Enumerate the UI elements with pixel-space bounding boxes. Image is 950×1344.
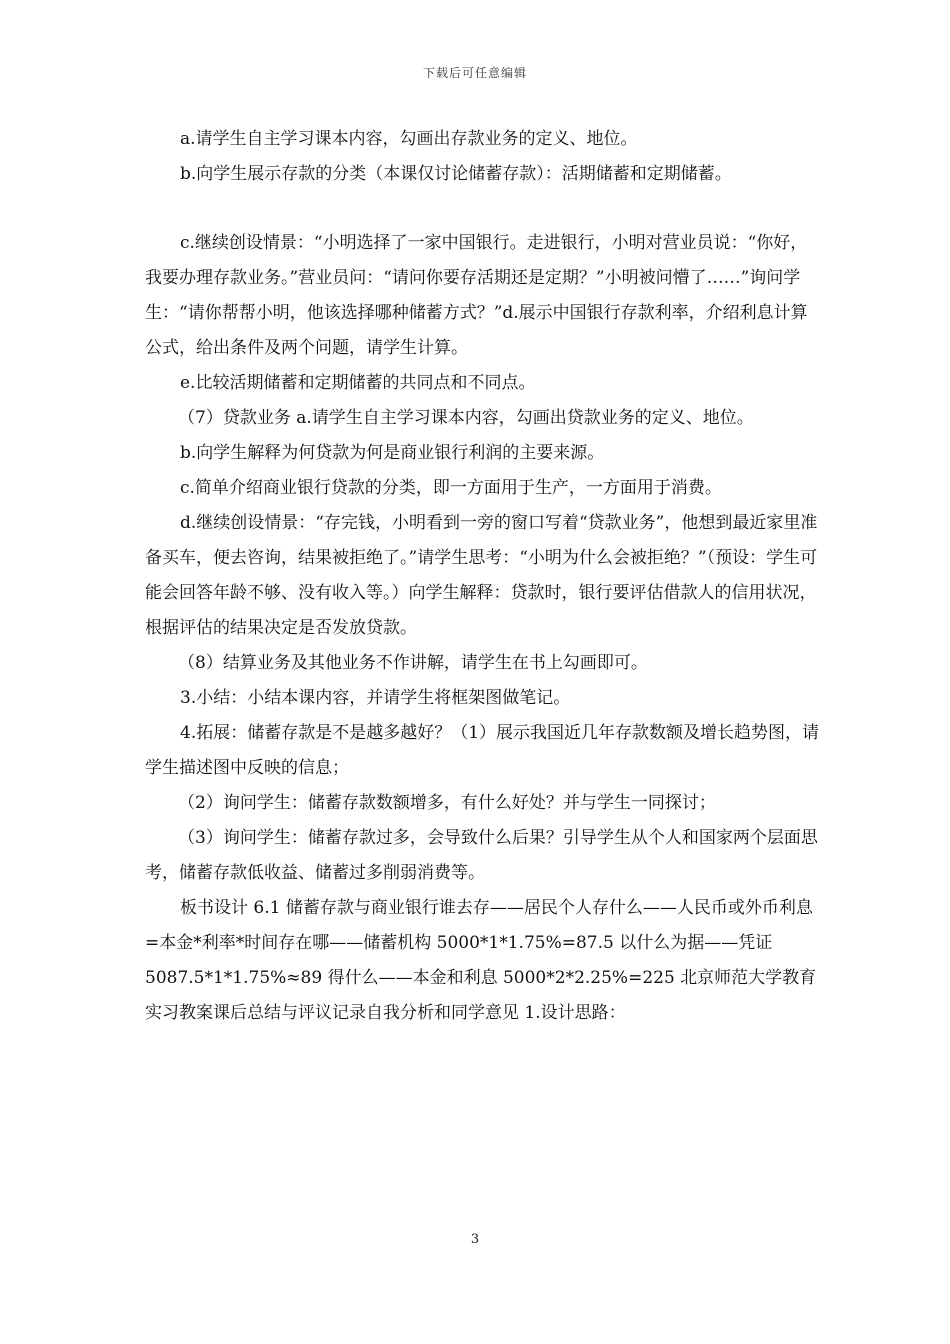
- paragraph-loan-d: d.继续创设情景：“存完钱，小明看到一旁的窗口写着“贷款业务”，他想到最近家里准备买车，便去咨询，结果被拒绝了。”请学生思考：“小明为什么会被拒绝？”（预设：学生可能会回答年龄不够、没有收入等。）向学生解释：贷款时，银行要评估借款人的信用状况，根据评估的结果决定是否发放贷款。: [145, 513, 818, 638]
- paragraph-loan-c: c.简单介绍商业银行贷款的分类，即一方面用于生产，一方面用于消费。: [180, 478, 722, 498]
- paragraph-extension: 4.拓展：储蓄存款是不是越多越好？（1）展示我国近几年存款数额及增长趋势图，请学生描述图中反映的信息；: [145, 723, 820, 778]
- paragraph-deposit-e: e.比较活期储蓄和定期储蓄的共同点和不同点。: [180, 373, 536, 393]
- paragraph-deposit-a: a.请学生自主学习课本内容，勾画出存款业务的定义、地位。: [180, 129, 638, 149]
- page-header: 下载后可任意编辑: [422, 66, 527, 80]
- paragraph-loan-b: b.向学生解释为何贷款为何是商业银行利润的主要来源。: [180, 443, 605, 463]
- paragraph-loan-a: （7）贷款业务 a.请学生自主学习课本内容，勾画出贷款业务的定义、地位。: [178, 408, 754, 428]
- paragraph-extension-2: （2）询问学生：储蓄存款数额增多，有什么好处？并与学生一同探讨；: [178, 793, 716, 813]
- paragraph-extension-3: （3）询问学生：储蓄存款过多，会导致什么后果？引导学生从个人和国家两个层面思考，储蓄存款低收益、储蓄过多削弱消费等。: [145, 828, 818, 883]
- paragraph-settlement: （8）结算业务及其他业务不作讲解，请学生在书上勾画即可。: [178, 653, 648, 673]
- page-number: 3: [470, 1232, 480, 1247]
- paragraph-summary: 3.小结：小结本课内容，并请学生将框架图做笔记。: [180, 688, 571, 708]
- paragraph-deposit-b: b.向学生展示存款的分类（本课仅讨论储蓄存款）：活期储蓄和定期储蓄。: [180, 164, 732, 184]
- paragraph-deposit-c: c.继续创设情景：“小明选择了一家中国银行。走进银行，小明对营业员说：“你好，我要办理存款业务。”营业员问：“请问你要存活期还是定期？”小明被问懵了……”询问学生：“请你帮帮小明，他该选择哪种储蓄方式？”d.展示中国银行存款利率，介绍利息计算公式，给出条件及两个问题，请学生计算。: [145, 233, 808, 358]
- paragraph-blackboard-design: 板书设计 6.1 储蓄存款与商业银行谁去存——居民个人存什么——人民币或外币利息=本金*利率*时间存在哪——储蓄机构 5000*1*1.75%=87.5 以什么为据——凭证 5087.5*1*1.75%≈89 得什么——本金和利息 5000*2*2.25%=225 北京师范大学教育实习教案课后总结与评议记录自我分析和同学意见 1.设计思路：: [145, 898, 817, 1023]
- document-body: [145, 122, 821, 1031]
